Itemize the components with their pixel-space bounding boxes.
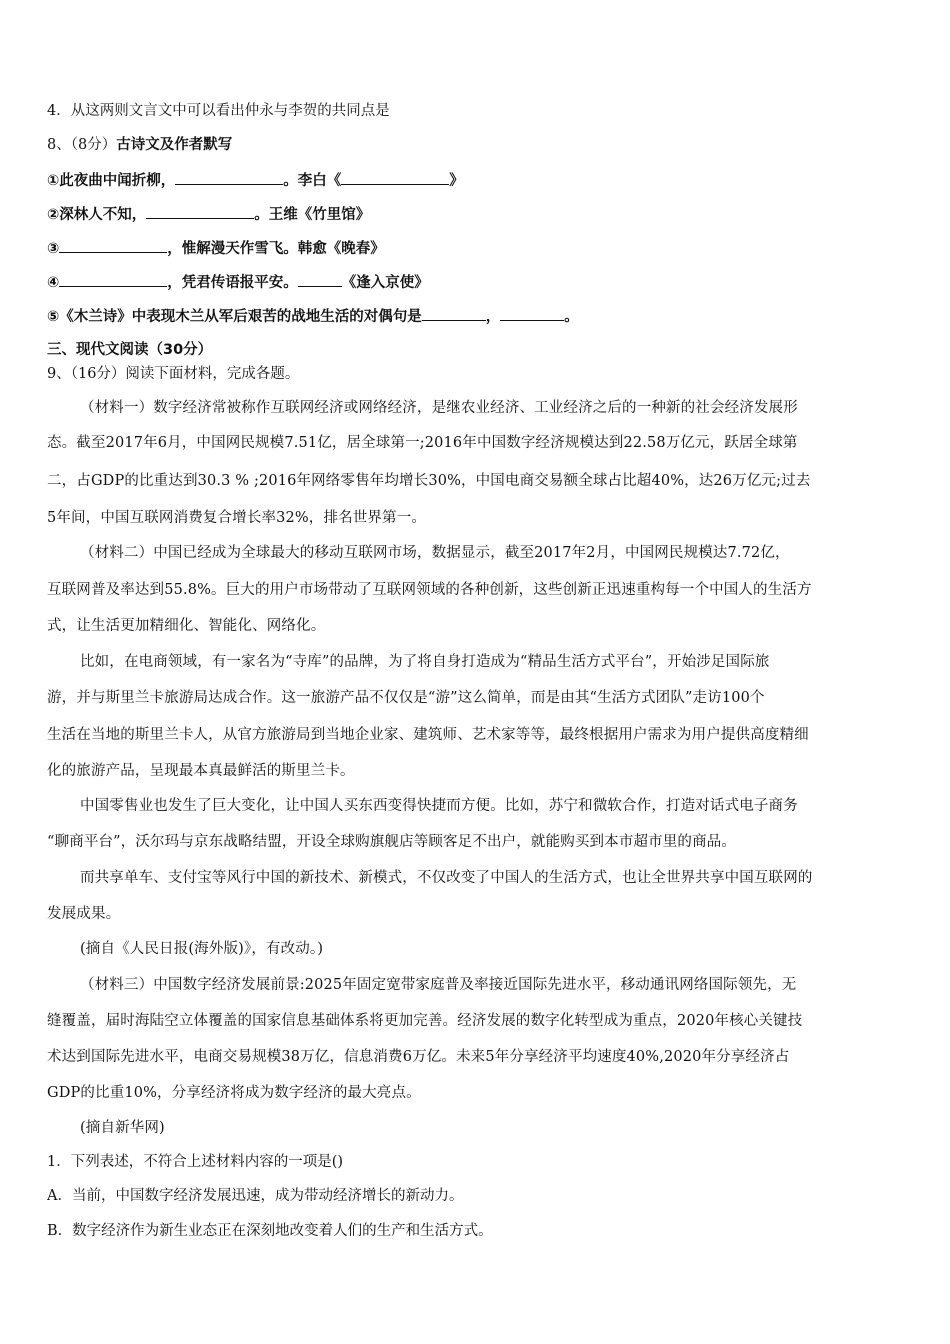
material-3-line: GDP的比重10%，分享经济将成为数字经济的最大亮点。 bbox=[47, 1085, 421, 1101]
material-3-line: 缝覆盖，届时海陆空立体覆盖的国家信息基础体系将更加完善。经济发展的数字化转型成为重点，2020年核心关键技 bbox=[47, 1013, 803, 1029]
question-8-header bbox=[47, 135, 907, 155]
recitation-item-1-part-a: ①此夜曲中闻折柳， bbox=[47, 173, 176, 189]
material-2-line: 而共享单车、支付宝等风行中国的新技术、新模式，不仅改变了中国人的生活方式，也让全世界共享中国互联网的 bbox=[80, 870, 813, 886]
material-3-line: 术达到国际先进水平，电商交易规模38万亿，信息消费6万亿。未来5年分享经济平均速度40%,2020年分享经济占 bbox=[47, 1049, 790, 1065]
answer-blank[interactable] bbox=[59, 272, 167, 287]
answer-blank[interactable] bbox=[146, 204, 254, 219]
recitation-item-4-part-b: ，凭君传语报平安。 bbox=[167, 275, 298, 291]
material-2-line: “聊商平台”，沃尔玛与京东战略结盟，开设全球购旗舰店等顾客足不出户，就能购买到本市超市里的商品。 bbox=[47, 834, 737, 850]
recitation-item-1-part-c: 》 bbox=[449, 173, 464, 189]
recitation-item-4-part-c: 《逢入京使》 bbox=[341, 275, 429, 291]
recitation-item-1 bbox=[47, 170, 907, 191]
recitation-item-4 bbox=[47, 272, 907, 293]
material-1-line: 5年间，中国互联网消费复合增长率32%，排名世界第一。 bbox=[47, 510, 427, 526]
answer-blank[interactable] bbox=[422, 306, 486, 321]
question-8-title: 古诗文及作者默写 bbox=[116, 137, 233, 153]
material-1-line: （材料一）数字经济常被称作互联网经济或网络经济，是继农业经济、工业经济之后的一种新的社会经济发展形 bbox=[80, 400, 798, 416]
recitation-item-5 bbox=[47, 306, 907, 327]
question-4-text: 4．从这两则文言文中可以看出仲永与李贺的共同点是 bbox=[47, 103, 390, 119]
answer-blank[interactable] bbox=[341, 170, 449, 185]
material-2-line: 互联网普及率达到55.8%。巨大的用户市场带动了互联网领域的各种创新，这些创新正迅速重构每一个中国人的生活方 bbox=[47, 582, 812, 598]
material-3-line: （材料三）中国数字经济发展前景:2025年固定宽带家庭普及率接近国际先进水平，移动通讯网络国际领先，无 bbox=[80, 977, 797, 993]
question-8-number: 8、（8分） bbox=[47, 137, 117, 153]
answer-blank[interactable] bbox=[59, 238, 167, 253]
recitation-item-4-part-a: ④ bbox=[47, 275, 60, 291]
answer-blank[interactable] bbox=[175, 170, 283, 185]
material-2-line: 游，并与斯里兰卡旅游局达成合作。这一旅游产品不仅仅是“游”这么简单，而是由其“生活方式团队”走访100个 bbox=[47, 690, 765, 706]
recitation-item-5-part-b: ， bbox=[485, 309, 501, 325]
recitation-item-3 bbox=[47, 238, 907, 259]
material-2-line: 发展成果。 bbox=[47, 906, 121, 922]
answer-blank[interactable] bbox=[298, 272, 342, 287]
question-9-1-stem: 1．下列表述，不符合上述材料内容的一项是() bbox=[47, 1154, 344, 1170]
answer-blank[interactable] bbox=[500, 306, 564, 321]
material-1-line: 态。截至2017年6月，中国网民规模7.51亿，居全球第一;2016年中国数字经济规模达到22.58万亿元，跃居全球第 bbox=[47, 435, 798, 451]
recitation-item-1-part-b: 。李白《 bbox=[283, 173, 342, 189]
recitation-item-3-part-a: ③ bbox=[47, 241, 60, 257]
option-b: B．数字经济作为新生业态正在深刻地改变着人们的生产和生活方式。 bbox=[47, 1223, 493, 1239]
material-2-source: (摘自《人民日报(海外版)》，有改动。) bbox=[80, 941, 324, 957]
material-2-line: 式，让生活更加精细化、智能化、网络化。 bbox=[47, 618, 326, 634]
material-2-line: 化的旅游产品，呈现最本真最鲜活的斯里兰卡。 bbox=[47, 763, 355, 779]
recitation-item-5-part-c: 。 bbox=[564, 309, 579, 325]
material-2-line: 中国零售业也发生了巨大变化，让中国人买东西变得快捷而方便。比如，苏宁和微软合作，打造对话式电子商务 bbox=[80, 798, 798, 814]
material-2-line: 生活在当地的斯里兰卡人，从官方旅游局到当地企业家、建筑师、艺术家等等，最终根据用户需求为用户提供高度精细 bbox=[47, 727, 809, 743]
material-1-line: 二，占GDP的比重达到30.3 % ;2016年网络零售年均增长30%，中国电商交易额全球占比超40%，达26万亿元;过去 bbox=[47, 473, 811, 489]
material-2-line: 比如，在电商领域，有一家名为“寺库”的品牌，为了将自身打造成为“精品生活方式平台”，开始涉足国际旅 bbox=[80, 654, 770, 670]
recitation-item-2-part-a: ②深林人不知， bbox=[47, 207, 147, 223]
section-3-title: 三、现代文阅读（30分） bbox=[47, 342, 213, 358]
material-3-source: (摘自新华网) bbox=[80, 1120, 165, 1136]
recitation-item-5-part-a: ⑤《木兰诗》中表现木兰从军后艰苦的战地生活的对偶句是 bbox=[47, 309, 422, 325]
material-2-line: （材料二）中国已经成为全球最大的移动互联网市场，数据显示，截至2017年2月，中国网民规模达7.72亿， bbox=[80, 545, 790, 561]
question-9-header: 9、（16分）阅读下面材料，完成各题。 bbox=[47, 366, 300, 382]
recitation-item-3-part-b: ，惟解漫天作雪飞。韩愈《晚春》 bbox=[167, 241, 385, 257]
option-a: A．当前，中国数字经济发展迅速，成为带动经济增长的新动力。 bbox=[47, 1188, 464, 1204]
recitation-item-2-part-b: 。王维《竹里馆》 bbox=[254, 207, 371, 223]
recitation-item-2 bbox=[47, 204, 907, 225]
